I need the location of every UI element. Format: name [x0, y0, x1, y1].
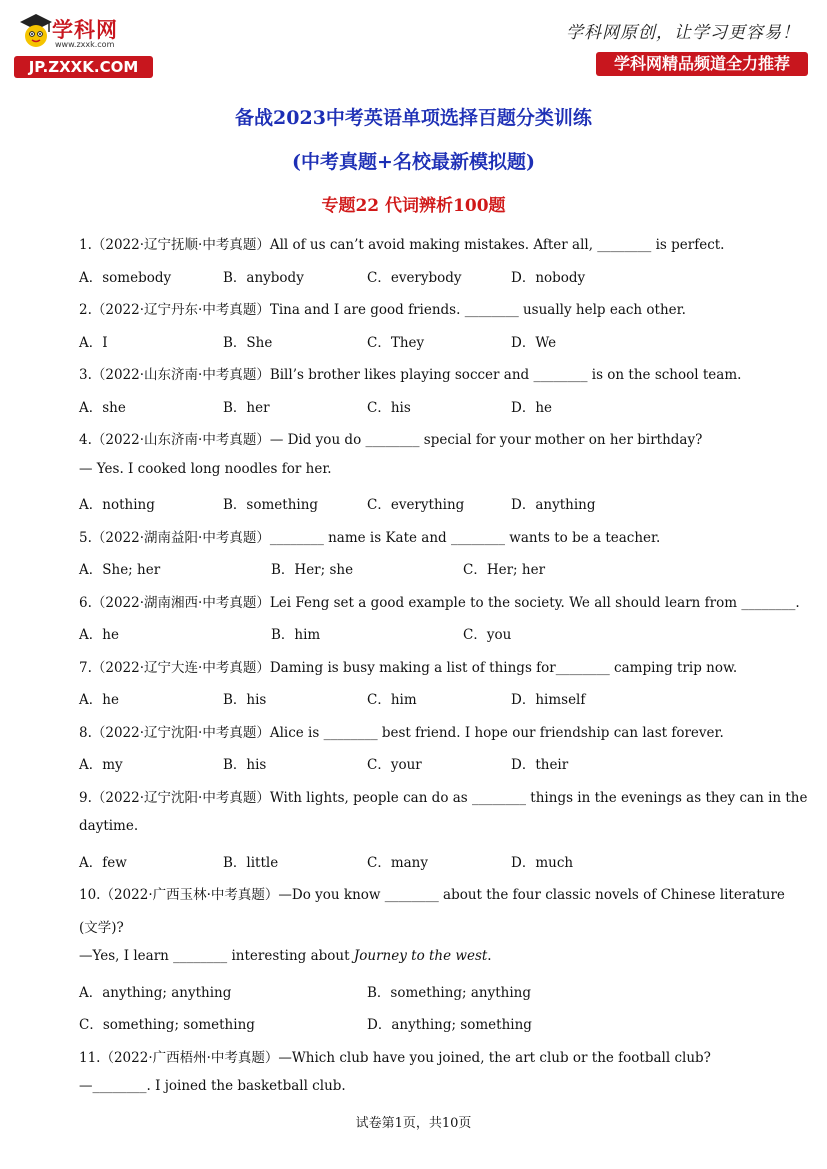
option-a: A．he [79, 627, 119, 643]
document-subtitle: (中考真题+名校最新模拟题) [292, 151, 535, 173]
question-stem: 1.（2022·辽宁抚顺·中考真题）All of us can’t avoid making mistakes. After all, ________ is perfect. [79, 237, 725, 253]
option-c: C．They [367, 335, 425, 351]
option-d: D．anything [511, 497, 596, 513]
question-stem: 11.（2022·广西梧州·中考真题）—Which club have you joined, the art club or the football club? [79, 1050, 711, 1066]
option-b: B．him [271, 627, 321, 643]
document-title: 备战2023中考英语单项选择百题分类训练 [235, 107, 592, 129]
question-stem: 2.（2022·辽宁丹东·中考真题）Tina and I are good friends. ________ usually help each other. [79, 302, 686, 318]
book-title: Journey to the west [353, 948, 488, 964]
option-d: D．We [511, 335, 557, 351]
reply-text: —Yes, I learn ________ interesting about [79, 948, 354, 964]
question-stem: 8.（2022·辽宁沈阳·中考真题）Alice is ________ best friend. I hope our friendship can last forever. [79, 725, 724, 741]
logo-url: www.zxxk.com [55, 40, 115, 49]
option-b: B．She [223, 335, 273, 351]
option-c: C．everything [367, 497, 465, 513]
question-stem: 6.（2022·湖南湘西·中考真题）Lei Feng set a good example to the society. We all should learn from ________. [79, 595, 800, 611]
option-d: D．much [511, 855, 574, 871]
option-a: A．nothing [79, 497, 155, 513]
option-b: B．something; anything [367, 985, 532, 1001]
option-a: A．She; her [79, 562, 161, 578]
option-b: B．something [223, 497, 319, 513]
question-stem: 3.（2022·山东济南·中考真题）Bill’s brother likes playing soccer and ________ is on the school team. [79, 367, 742, 383]
question-stem: 5.（2022·湖南益阳·中考真题）________ name is Kate and ________ wants to be a teacher. [79, 530, 661, 546]
option-a: A．he [79, 692, 119, 708]
option-c: C．him [367, 692, 417, 708]
option-c: C．something; something [79, 1017, 255, 1033]
option-d: D．he [511, 400, 553, 416]
option-a: A．somebody [79, 270, 172, 286]
recommend-banner[interactable]: 学科网精品频道全力推荐 [596, 52, 808, 76]
option-a: A．anything; anything [79, 985, 232, 1001]
page-footer: 试卷第1页，共10页 [355, 1116, 472, 1131]
option-b: B．little [223, 855, 279, 871]
option-c: C．your [367, 757, 422, 773]
option-c: C．you [463, 627, 512, 643]
option-b: B．Her; she [271, 562, 354, 578]
question-stem: 7.（2022·辽宁大连·中考真题）Daming is busy making a list of things for________ camping trip now. [79, 660, 738, 676]
reply-period: . [487, 948, 492, 964]
option-d: D．himself [511, 692, 586, 708]
question-stem-reply [79, 948, 492, 964]
option-b: B．his [223, 757, 267, 773]
question-stem-continued: daytime. [79, 818, 139, 834]
option-c: C．everybody [367, 270, 462, 286]
option-b: B．her [223, 400, 270, 416]
question-stem: 9.（2022·辽宁沈阳·中考真题）With lights, people can do as ________ things in the evenings as they can in the [79, 790, 808, 806]
option-d: D．nobody [511, 270, 586, 286]
option-b: B．anybody [223, 270, 304, 286]
option-b: B．his [223, 692, 267, 708]
question-stem-continued: — Yes. I cooked long noodles for her. [79, 461, 332, 477]
question-stem-continued: (文学)? [79, 920, 124, 936]
topic-title: 专题22 代词辨析100题 [321, 196, 506, 216]
logo-badge[interactable]: JP.ZXXK.COM [14, 56, 153, 78]
option-a: A．few [79, 855, 127, 871]
option-a: A．my [79, 757, 123, 773]
option-c: C．many [367, 855, 429, 871]
option-d: D．their [511, 757, 569, 773]
option-c: C．his [367, 400, 411, 416]
logo-text: 学科网 [52, 18, 118, 42]
question-stem-continued: —________. I joined the basketball club. [79, 1078, 346, 1094]
option-a: A．she [79, 400, 126, 416]
slogan: 学科网原创，让学习更容易！ [566, 23, 800, 43]
option-a: A．I [79, 335, 108, 351]
option-c: C．Her; her [463, 562, 546, 578]
option-d: D．anything; something [367, 1017, 532, 1033]
question-stem: 10.（2022·广西玉林·中考真题）—Do you know ________ about the four classic novels of Chinese literature [79, 887, 785, 903]
mascot-icon [16, 12, 56, 52]
question-stem: 4.（2022·山东济南·中考真题）— Did you do ________ special for your mother on her birthday? [79, 432, 703, 448]
